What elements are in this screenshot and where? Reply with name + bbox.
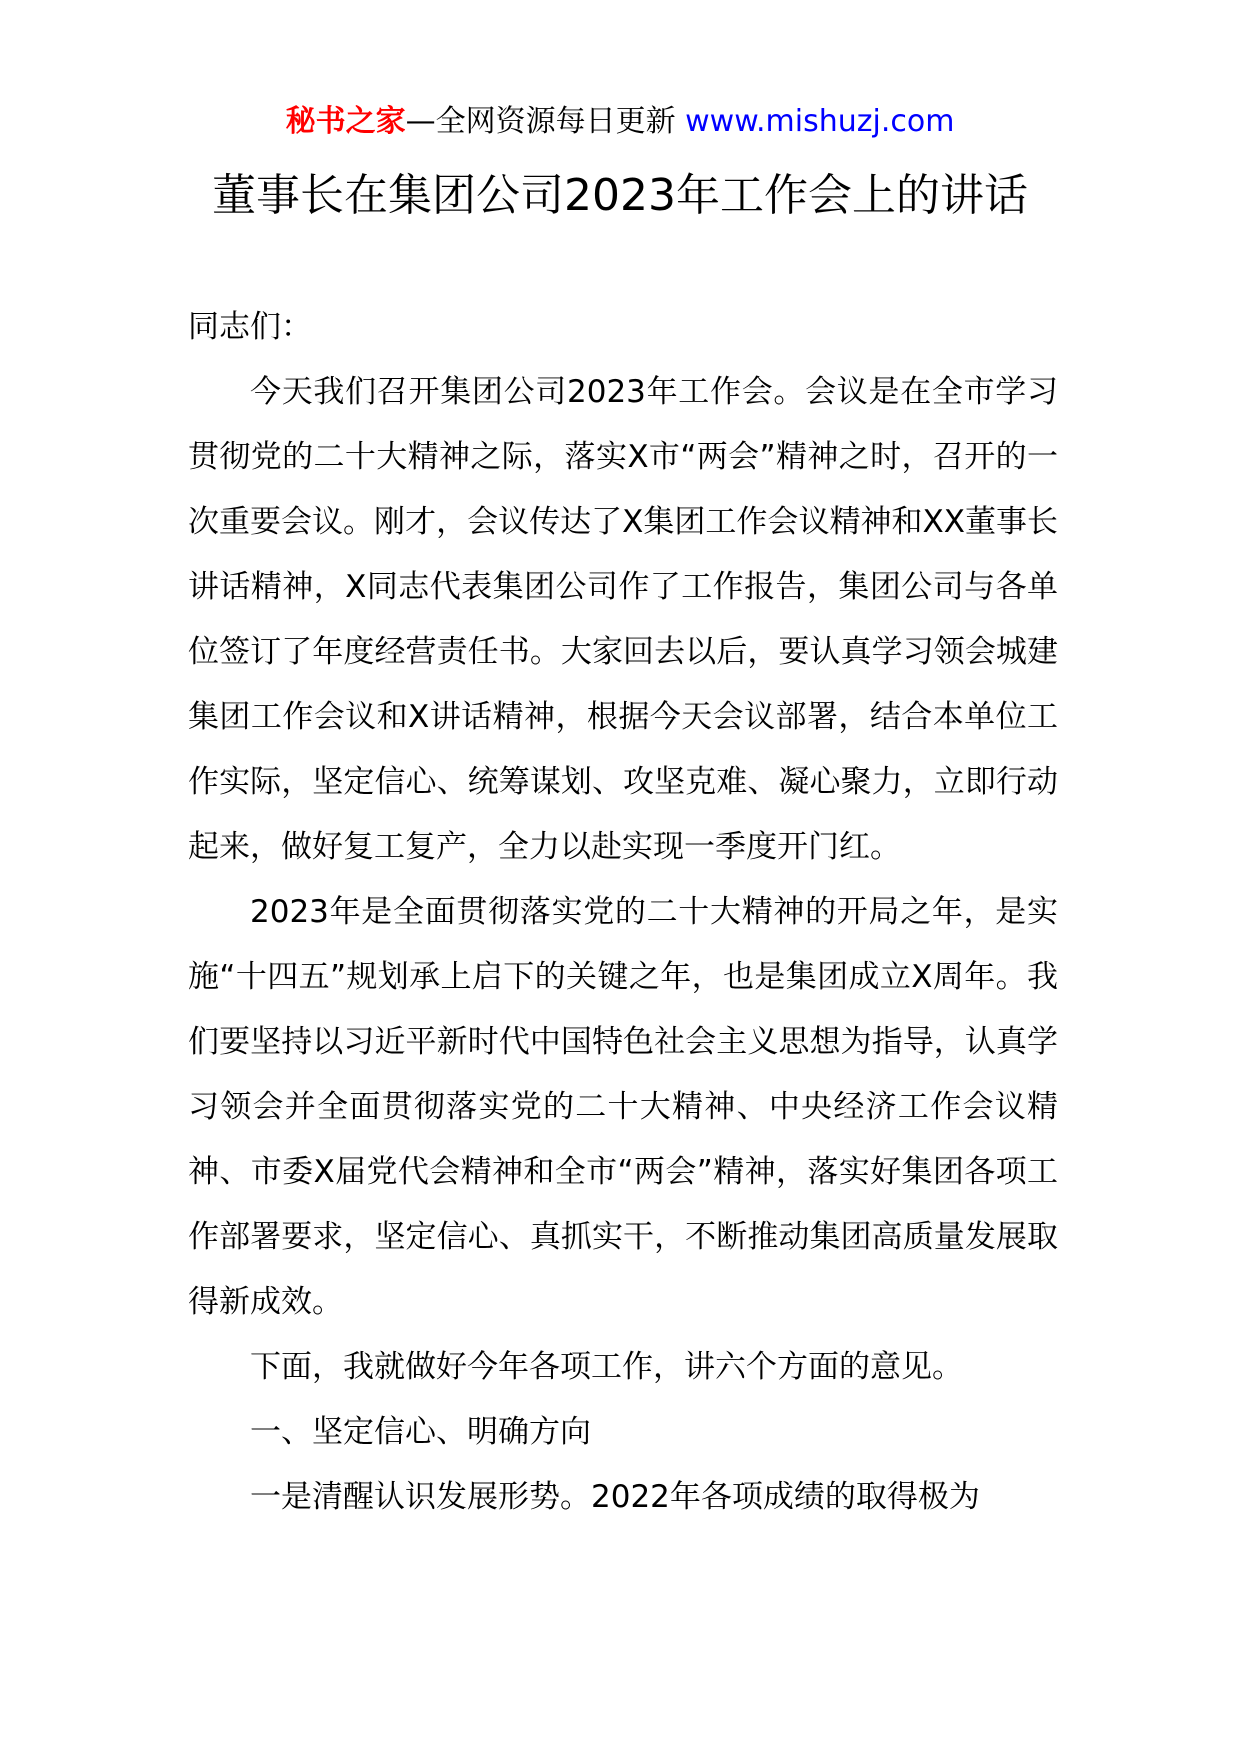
paragraph-2: 2023年是全面贯彻落实党的二十大精神的开局之年，是实施“十四五”规划承上启下的关键之年，也是集团成立X周年。我们要坚持以习近平新时代中国特色社会主义思想为指导，认真学习领会并全面贯彻落实党的二十大精神、中央经济工作会议精神、市委X届党代会精神和全市“两会”精神，落实好集团各项工作部署要求，坚定信心、真抓实干，不断推动集团高质量发展取得新成效。 [188, 894, 1058, 1320]
document-title: 董事长在集团公司2023年工作会上的讲话 [212, 170, 1028, 221]
salutation: 同志们： [188, 309, 312, 345]
brand-name: 秘书之家 [285, 104, 406, 139]
paragraph-1: 今天我们召开集团公司2023年工作会。会议是在全市学习贯彻党的二十大精神之际，落实X市“两会”精神之时，召开的一次重要会议。刚才，会议传达了X集团工作会议精神和XX董事长讲话精神，X同志代表集团公司作了工作报告，集团公司与各单位签订了年度经营责任书。大家回去以后，要认真学习领会城建集团工作会议和X讲话精神，根据今天会议部署，结合本单位工作实际，坚定信心、统筹谋划、攻坚克难、凝心聚力，立即行动起来，做好复工复产，全力以赴实现一季度开门红。 [188, 374, 1058, 865]
website-link[interactable]: www.mishuzj.com [685, 104, 955, 139]
paragraph-3: 下面，我就做好今年各项工作，讲六个方面的意见。 [250, 1349, 963, 1385]
section-heading: 一、坚定信心、明确方向 [250, 1414, 591, 1450]
document-body [188, 295, 1058, 1530]
header-slogan: —全网资源每日更新 [405, 104, 676, 139]
section-first-line: 一是清醒认识发展形势。2022年各项成绩的取得极为 [250, 1479, 980, 1515]
watermark-header [0, 100, 1240, 144]
